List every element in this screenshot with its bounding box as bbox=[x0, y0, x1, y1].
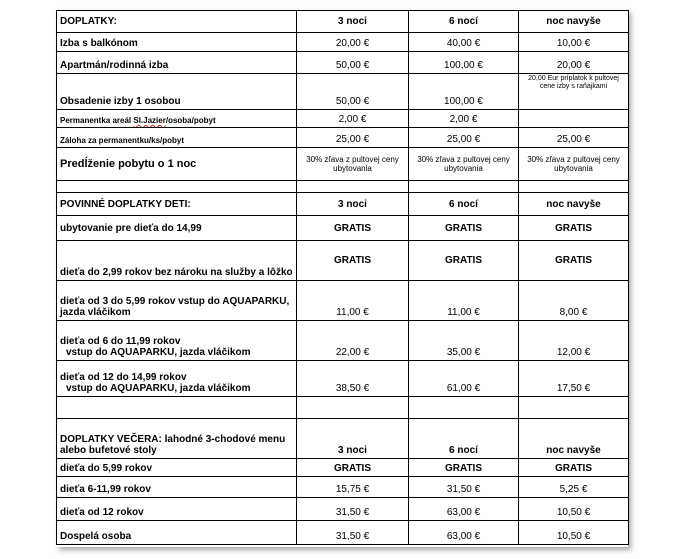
table-row bbox=[57, 110, 629, 128]
row-label: Záloha za permanentku/ks/pobyt bbox=[57, 128, 297, 148]
value-cell: GRATIS bbox=[409, 459, 519, 477]
table-row bbox=[57, 74, 629, 110]
empty-cell bbox=[57, 397, 297, 419]
row-label bbox=[57, 110, 297, 128]
row-label: dieťa do 5,99 rokov bbox=[57, 459, 297, 477]
value-cell: GRATIS bbox=[409, 216, 519, 241]
label-line: dieťa od 6 do 11,99 rokov bbox=[60, 336, 181, 347]
column-header-6-nights: 6 nocí bbox=[409, 11, 519, 33]
table-row bbox=[57, 321, 629, 361]
empty-cell bbox=[409, 397, 519, 419]
table-row bbox=[57, 521, 629, 545]
price-sheet bbox=[56, 10, 628, 547]
value-cell: 50,00 € bbox=[297, 52, 409, 74]
value-cell: 10,00 € bbox=[519, 33, 629, 52]
value-cell: 25,00 € bbox=[297, 128, 409, 148]
table-row bbox=[57, 52, 629, 74]
value-cell: GRATIS bbox=[297, 459, 409, 477]
empty-cell bbox=[519, 397, 629, 419]
value-cell: 100,00 € bbox=[409, 74, 519, 110]
value-cell: GRATIS bbox=[519, 216, 629, 241]
column-header-3-nights: 3 noci bbox=[297, 193, 409, 216]
section3-title: DOPLATKY VEČERA: lahodné 3-chodové menu alebo bufetové stoly bbox=[57, 419, 297, 459]
spacer-row bbox=[57, 397, 629, 419]
value-cell: 20,00 € bbox=[519, 52, 629, 74]
column-header-3-nights: 3 noci bbox=[297, 419, 409, 459]
value-cell: 40,00 € bbox=[409, 33, 519, 52]
row-label: dieťa 6-11,99 rokov bbox=[57, 477, 297, 498]
value-cell: 11,00 € bbox=[409, 281, 519, 321]
label-line: vstup do AQUAPARKU, jazda vláčikom bbox=[66, 383, 251, 394]
label-part: /osoba/pobyt bbox=[165, 116, 216, 125]
column-header-extra-night: noc navyše bbox=[519, 419, 629, 459]
label-part-underlined: Sl.Jazier bbox=[133, 116, 166, 125]
value-cell: 50,00 € bbox=[297, 74, 409, 110]
note-cell: 20,00 Eur príplatok k pultovej cene izby s raňajkami bbox=[519, 74, 629, 110]
table-row bbox=[57, 216, 629, 241]
value-cell: 17,50 € bbox=[519, 361, 629, 397]
value-cell: 10,50 € bbox=[519, 498, 629, 521]
value-cell: 2,00 € bbox=[297, 110, 409, 128]
row-label: Predĺženie pobytu o 1 noc bbox=[57, 148, 297, 181]
table-row bbox=[57, 459, 629, 477]
column-header-6-nights: 6 nocí bbox=[409, 193, 519, 216]
value-cell: 38,50 € bbox=[297, 361, 409, 397]
value-cell: GRATIS bbox=[409, 241, 519, 281]
row-label bbox=[57, 321, 297, 361]
table-row bbox=[57, 281, 629, 321]
column-header-3-nights: 3 noci bbox=[297, 11, 409, 33]
value-cell: 8,00 € bbox=[519, 281, 629, 321]
column-header-extra-night: noc navyše bbox=[519, 11, 629, 33]
value-cell: 35,00 € bbox=[409, 321, 519, 361]
note-cell: 30% zľava z pultovej ceny ubytovania bbox=[519, 148, 629, 181]
value-cell: 25,00 € bbox=[519, 128, 629, 148]
value-cell: GRATIS bbox=[297, 241, 409, 281]
surcharges-table bbox=[56, 10, 629, 545]
label-line: vstup do AQUAPARKU, jazda vláčikom bbox=[66, 347, 251, 358]
table-row bbox=[57, 148, 629, 181]
column-header-extra-night: noc navyše bbox=[519, 193, 629, 216]
note-cell: 30% zľava z pultovej ceny ubytovania bbox=[409, 148, 519, 181]
value-cell: 10,50 € bbox=[519, 521, 629, 545]
row-label: Apartmán/rodinná izba bbox=[57, 52, 297, 74]
value-cell: 12,00 € bbox=[519, 321, 629, 361]
value-cell: 22,00 € bbox=[297, 321, 409, 361]
note-cell: 30% zľava z pultovej ceny ubytovania bbox=[297, 148, 409, 181]
empty-cell bbox=[409, 181, 519, 193]
table-row bbox=[57, 241, 629, 281]
empty-cell bbox=[57, 181, 297, 193]
value-cell: 15,75 € bbox=[297, 477, 409, 498]
value-cell: 20,00 € bbox=[297, 33, 409, 52]
table-row bbox=[57, 498, 629, 521]
value-cell: GRATIS bbox=[519, 459, 629, 477]
value-cell: 2,00 € bbox=[409, 110, 519, 128]
section1-title: DOPLATKY: bbox=[57, 11, 297, 33]
table-row bbox=[57, 477, 629, 498]
value-cell bbox=[519, 110, 629, 128]
row-label bbox=[57, 361, 297, 397]
label-part: Permanentka areál bbox=[60, 116, 134, 125]
label-line: dieťa od 12 do 14,99 rokov bbox=[60, 372, 187, 383]
value-cell: 31,50 € bbox=[297, 498, 409, 521]
row-label: dieťa od 12 rokov bbox=[57, 498, 297, 521]
value-cell: 31,50 € bbox=[409, 477, 519, 498]
row-label: dieťa od 3 do 5,99 rokov vstup do AQUAPARKU, jazda vláčikom bbox=[57, 281, 297, 321]
column-header-6-nights: 6 nocí bbox=[409, 419, 519, 459]
empty-cell bbox=[297, 397, 409, 419]
table-row bbox=[57, 33, 629, 52]
value-cell: 5,25 € bbox=[519, 477, 629, 498]
value-cell: 61,00 € bbox=[409, 361, 519, 397]
section2-title: POVINNÉ DOPLATKY DETI: bbox=[57, 193, 297, 216]
value-cell: 63,00 € bbox=[409, 498, 519, 521]
row-label: Dospelá osoba bbox=[57, 521, 297, 545]
value-cell: GRATIS bbox=[519, 241, 629, 281]
row-label: Obsadenie izby 1 osobou bbox=[57, 74, 297, 110]
section3-header-row bbox=[57, 419, 629, 459]
empty-cell bbox=[297, 181, 409, 193]
value-cell: 100,00 € bbox=[409, 52, 519, 74]
value-cell: 25,00 € bbox=[409, 128, 519, 148]
row-label: Izba s balkónom bbox=[57, 33, 297, 52]
empty-cell bbox=[519, 181, 629, 193]
row-label: dieťa do 2,99 rokov bez nároku na služby a lôžko bbox=[57, 241, 297, 281]
value-cell: 11,00 € bbox=[297, 281, 409, 321]
row-label: ubytovanie pre dieťa do 14,99 bbox=[57, 216, 297, 241]
table-row bbox=[57, 128, 629, 148]
section1-header-row bbox=[57, 11, 629, 33]
table-row bbox=[57, 361, 629, 397]
value-cell: 31,50 € bbox=[297, 521, 409, 545]
section2-header-row bbox=[57, 193, 629, 216]
spacer-row bbox=[57, 181, 629, 193]
value-cell: 63,00 € bbox=[409, 521, 519, 545]
value-cell: GRATIS bbox=[297, 216, 409, 241]
